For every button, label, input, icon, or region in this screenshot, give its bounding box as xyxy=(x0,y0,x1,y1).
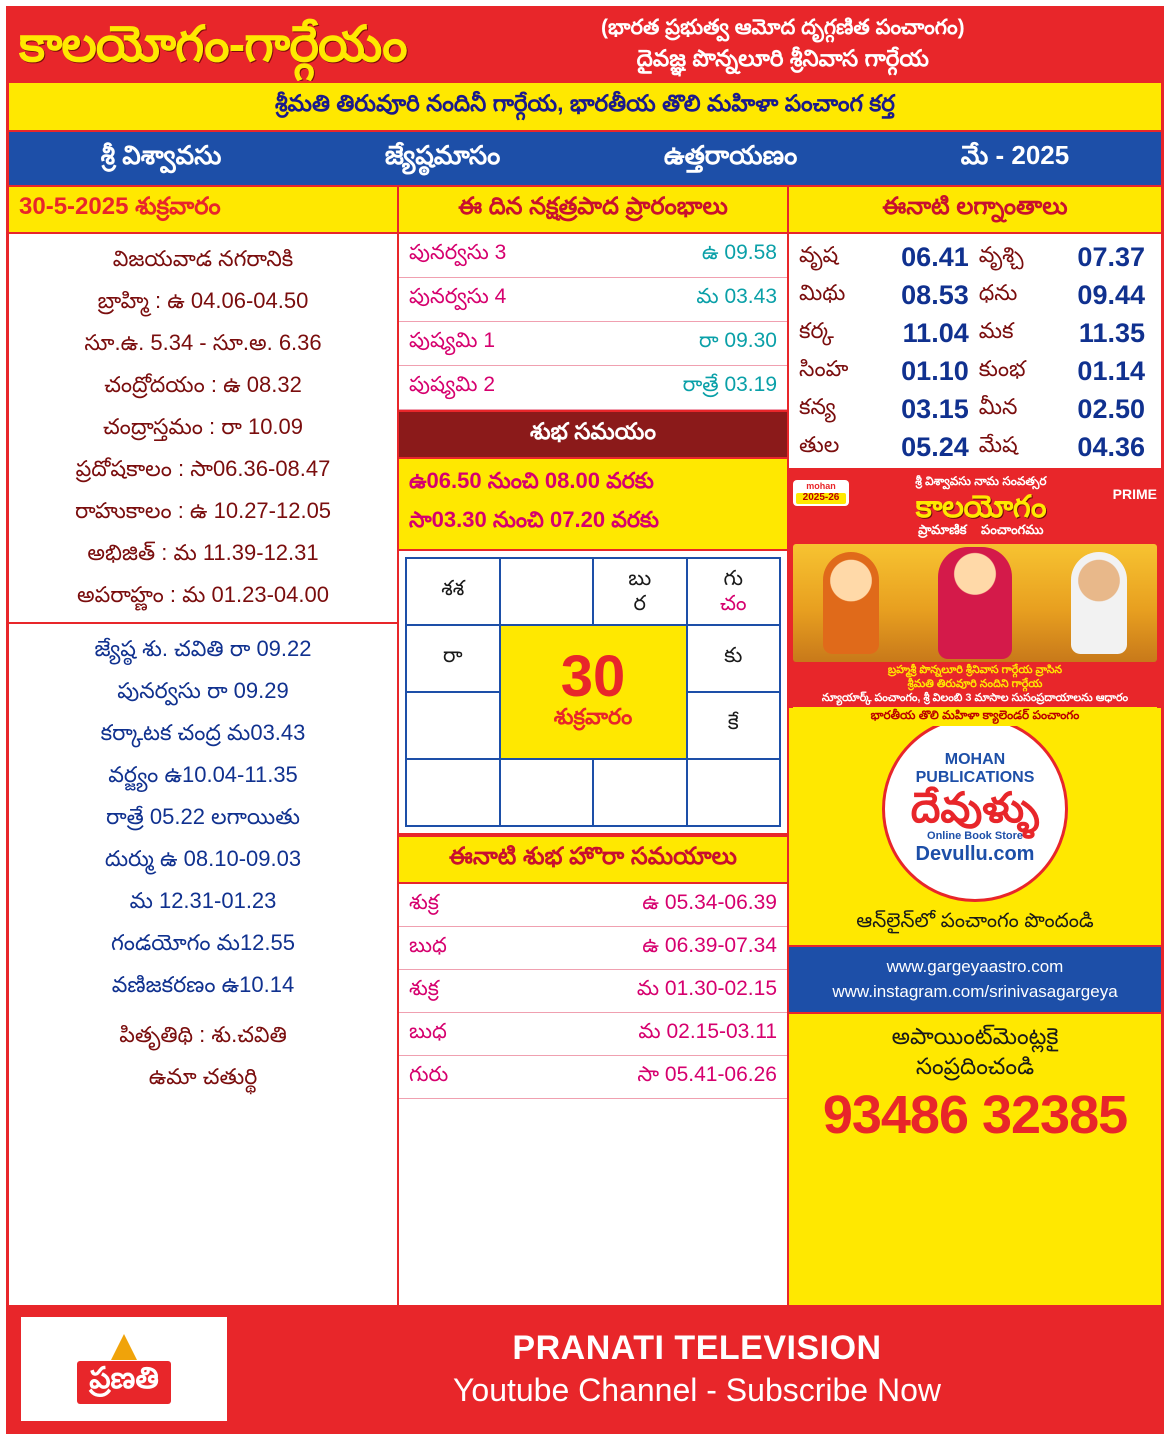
detail-row: వణిజకరణం ఉ10.14 xyxy=(111,971,295,997)
detail-row: కర్కాటక చంద్ర మ03.43 xyxy=(100,719,306,745)
ad-kalayogam-artwork xyxy=(793,544,1157,662)
hora-time: ఉ 05.34-06.39 xyxy=(504,884,787,927)
rasi-cell xyxy=(406,759,500,826)
hora-name: శుక్ర xyxy=(399,884,504,927)
lagna-name: ధను xyxy=(978,279,1018,305)
table-row xyxy=(797,276,1153,314)
ad-kalayogam-top xyxy=(793,474,1157,541)
ad-kalayogam-prime-label: PRIME xyxy=(1112,486,1157,502)
rasi-center xyxy=(500,625,687,759)
appointment-line-2: సంప్రదించండి xyxy=(915,1053,1035,1080)
link-website[interactable]: www.gargeyaastro.com xyxy=(886,957,1064,976)
hora-name: బుధ xyxy=(399,1013,504,1056)
devullu-brand: దేవుళ్ళు xyxy=(910,784,1040,832)
author-band: శ్రీమతి తిరువూరి నందినీ గార్గేయ, భారతీయ తొలి మహిళా పంచాంగ కర్త xyxy=(9,81,1161,132)
lagna-time: 08.53 xyxy=(901,279,969,310)
nakshatra-time: రా 09.30 xyxy=(595,322,787,366)
lagna-time: 07.37 xyxy=(1077,241,1145,272)
footer-subscribe-line[interactable]: Youtube Channel - Subscribe Now xyxy=(452,1372,941,1408)
ad-kalayogam-foot-1: బ్రహ్మశ్రీ పొన్నలూరి శ్రీనివాస గార్గేయ వ్రాసిన xyxy=(887,664,1063,676)
column-left xyxy=(9,187,399,1305)
rasi-row xyxy=(406,625,780,692)
nakshatra-table xyxy=(399,234,787,410)
header-subtitles xyxy=(415,15,1151,73)
link-instagram[interactable]: www.instagram.com/srinivasagargeya xyxy=(832,981,1118,1001)
lagna-time: 11.35 xyxy=(1078,317,1145,348)
rasi-chart-wrapper xyxy=(399,551,787,835)
header-subtitle-1: (భారత ప్రభుత్వ ఆమోద దృగ్గణిత పంచాంగం) xyxy=(601,16,965,39)
astrologer-portrait-illustration xyxy=(1071,552,1127,654)
hora-header: ఈనాటి శుభ హొరా సమయాలు xyxy=(399,835,787,884)
devullu-tagline: Online Book Store xyxy=(927,830,1023,843)
month-year: మే - 2025 xyxy=(960,140,1070,170)
ayanam-name: ఉత్తరాయణం xyxy=(663,140,798,170)
header-subtitle-2: దైవజ్ఞ పొన్నలూరి శ్రీనివాస గార్గేయ xyxy=(636,45,929,72)
nakshatra-header: ఈ దిన నక్షత్రపాద ప్రారంభాలు xyxy=(399,187,787,234)
ad-kalayogam-book[interactable] xyxy=(789,470,1161,723)
rasi-cell xyxy=(406,692,500,759)
saint-figure-illustration xyxy=(823,552,879,654)
nakshatra-name: పుష్యమి 2 xyxy=(399,366,595,410)
hora-name: శుక్ర xyxy=(399,970,504,1013)
hora-time: సా 05.41-06.26 xyxy=(504,1056,787,1099)
detail-row: మ 12.31-01.23 xyxy=(129,887,277,913)
lagna-name: కుంభ xyxy=(978,355,1026,381)
rasi-cell xyxy=(500,759,594,826)
detail-row: బ్రాహ్మి : ఉ 04.06-04.50 xyxy=(97,287,309,313)
page-footer xyxy=(9,1305,1161,1431)
lagna-name: మీన xyxy=(978,393,1018,419)
devullu-caption: ఆన్‌లైన్‌లో పంచాంగం పొందండి xyxy=(856,910,1094,932)
rasi-cell xyxy=(500,558,594,625)
main-content xyxy=(9,185,1161,1305)
lagna-time: 09.44 xyxy=(1077,279,1145,310)
calendar-date-number: 30 xyxy=(560,643,626,709)
mohan-badge-brand: mohan xyxy=(806,481,836,491)
lamp-icon xyxy=(111,1334,137,1360)
ad-kalayogam-subtitle xyxy=(853,522,1109,541)
lagna-table-wrapper xyxy=(789,234,1161,470)
table-row xyxy=(797,428,1153,466)
lagna-time: 06.41 xyxy=(901,241,969,272)
table-row xyxy=(399,1013,787,1056)
rasi-planet: గు xyxy=(723,567,743,591)
appointment-block xyxy=(789,1014,1161,1305)
nakshatra-time: రాత్రే 03.19 xyxy=(595,366,787,410)
devullu-publisher-line-2: PUBLICATIONS xyxy=(915,768,1035,786)
rasi-planet: బు xyxy=(628,567,652,591)
lagna-time: 01.14 xyxy=(1077,355,1145,386)
detail-row: జ్యేష్ఠ శు. చవితి రా 09.22 xyxy=(94,635,312,661)
sheet-border xyxy=(6,6,1164,1434)
detail-row: అభిజిత్ : మ 11.39-12.31 xyxy=(87,539,319,565)
table-row xyxy=(797,238,1153,276)
ad-kalayogam-title: కాలయోగం xyxy=(915,489,1047,524)
calendar-day-label: శుక్రవారం xyxy=(553,704,633,730)
pitru-tithi-line-2: ఉమా చతుర్థి xyxy=(148,1064,258,1089)
date-header: 30-5-2025 శుక్రవారం xyxy=(9,187,397,234)
hora-time: మ 02.15-03.11 xyxy=(504,1013,787,1056)
detail-row: గండయోగం మ12.55 xyxy=(110,929,296,955)
website-links-block xyxy=(789,947,1161,1014)
pitru-tithi-line-1: పితృతిథి : శు.చవితి xyxy=(119,1022,287,1047)
nakshatra-name: పునర్వసు 4 xyxy=(399,278,595,322)
rasi-cell: కు xyxy=(687,625,781,692)
footer-channel-name: PRANATI TELEVISION xyxy=(512,1329,882,1367)
lagna-table xyxy=(797,238,1153,466)
tithi-details-block xyxy=(9,624,397,1105)
lagna-name: కన్య xyxy=(799,393,836,419)
lagna-name: వృష xyxy=(799,241,839,267)
hora-table xyxy=(399,884,787,1099)
table-row xyxy=(399,970,787,1013)
detail-row: రాహుకాలం : ఉ 10.27-12.05 xyxy=(74,497,332,523)
devullu-domain: Devullu.com xyxy=(915,843,1035,866)
lagna-time: 01.10 xyxy=(901,355,969,386)
table-row xyxy=(797,314,1153,352)
city-name: విజయవాడ నగరానికి xyxy=(112,245,294,271)
rasi-cell xyxy=(687,558,781,625)
rasi-cell xyxy=(687,759,781,826)
rasi-row xyxy=(406,759,780,826)
lagna-name: మక xyxy=(978,317,1014,343)
ad-kalayogam-band: భారతీయ తొలి మహిళా క్యాలెండర్ పంచాంగం xyxy=(793,707,1157,726)
ad-kalayogam-footer xyxy=(793,664,1157,705)
detail-row: సూ.ఉ. 5.34 - సూ.అ. 6.36 xyxy=(84,329,322,355)
lagna-name: సింహ xyxy=(799,355,849,381)
rasi-cell: రా xyxy=(406,625,500,692)
rasi-planet: ర xyxy=(633,591,646,615)
table-row xyxy=(399,884,787,927)
rasi-cell xyxy=(593,558,687,625)
lagna-name: మేష xyxy=(978,431,1018,457)
column-middle xyxy=(399,187,789,1305)
detail-row: చంద్రోదయం : ఉ 08.32 xyxy=(104,371,302,397)
ad-kalayogam-foot-2: శ్రీమతి తిరువూరి నందిని గార్గేయ xyxy=(907,677,1043,690)
nakshatra-name: పుష్యమి 1 xyxy=(399,322,595,366)
lagna-name: కర్క xyxy=(799,317,834,343)
rasi-cell xyxy=(593,759,687,826)
table-row xyxy=(399,1056,787,1099)
footer-text-block xyxy=(243,1329,1151,1409)
detail-row: పునర్వసు రా 09.29 xyxy=(117,677,289,703)
deity-figure-illustration xyxy=(938,547,1012,659)
mohan-badge xyxy=(793,480,849,506)
appointment-line-1: అపాయింట్‌మెంట్లకై xyxy=(891,1023,1059,1050)
rasi-cell: కే xyxy=(687,692,781,759)
lagna-time: 05.24 xyxy=(901,431,969,462)
hora-name: బుధ xyxy=(399,927,504,970)
devullu-publisher-line-1: MOHAN xyxy=(944,750,1006,768)
samvatsara-name: శ్రీ విశ్వావసు xyxy=(100,140,222,170)
lagna-time: 03.15 xyxy=(901,393,969,424)
table-row xyxy=(399,927,787,970)
table-row xyxy=(797,390,1153,428)
city-details-block xyxy=(9,234,397,622)
table-row xyxy=(399,278,787,322)
hora-name: గురు xyxy=(399,1056,504,1099)
lagna-name: తుల xyxy=(799,431,840,457)
page-title: కాలయోగం-గార్గేయం xyxy=(19,15,407,72)
lagna-time: 02.50 xyxy=(1077,393,1145,424)
shubha-samayam-list xyxy=(399,459,787,551)
rasi-row xyxy=(406,558,780,625)
pranati-logo[interactable] xyxy=(19,1315,229,1423)
lagna-time: 11.04 xyxy=(902,317,969,348)
detail-row: వర్జ్యం ఉ10.04-11.35 xyxy=(108,761,298,787)
masam-name: జ్యేష్ఠమాసం xyxy=(384,140,501,170)
detail-row: అపరాహ్ణం : మ 01.23-04.00 xyxy=(77,581,329,607)
hora-time: మ 01.30-02.15 xyxy=(504,970,787,1013)
lagna-name: వృశ్చి xyxy=(978,241,1024,267)
detail-row: దుర్ము ఉ 08.10-09.03 xyxy=(104,845,302,871)
ad-kalayogam-sub-left: ప్రామాణిక xyxy=(918,522,967,537)
nakshatra-time: ఉ 09.58 xyxy=(595,234,787,278)
ad-kalayogam-foot-3: న్యూయార్క్ పంచాంగం, శ్రీ విలంబి 3 మాసాల సుసంప్రదాయాలను ఆధారం xyxy=(821,691,1129,704)
page-header xyxy=(9,9,1161,81)
table-row xyxy=(399,366,787,410)
ad-kalayogam-sub-right: పంచాంగము xyxy=(981,522,1044,537)
column-right xyxy=(789,187,1161,1305)
mohan-badge-year: 2025-26 xyxy=(796,493,846,504)
ad-devullu-store[interactable] xyxy=(789,708,1161,947)
table-row xyxy=(797,352,1153,390)
detail-row: రాత్రే 05.22 లగాయితు xyxy=(106,803,300,829)
rasi-planet: చం xyxy=(719,591,747,615)
lagna-header: ఈనాటి లగ్నాంతాలు xyxy=(789,187,1161,234)
nakshatra-time: మ 03.43 xyxy=(595,278,787,322)
shubha-row: ఉ06.50 నుంచి 08.00 వరకు xyxy=(409,468,654,493)
detail-row: ప్రదోషకాలం : సా06.36-08.47 xyxy=(75,455,331,481)
samvatsara-bar xyxy=(9,132,1161,185)
table-row xyxy=(399,322,787,366)
nakshatra-name: పునర్వసు 3 xyxy=(399,234,595,278)
shubha-samayam-header: శుభ సమయం xyxy=(399,410,787,459)
hora-time: ఉ 06.39-07.34 xyxy=(504,927,787,970)
ad-kalayogam-title-block xyxy=(853,474,1109,541)
table-row xyxy=(399,234,787,278)
devullu-logo xyxy=(882,716,1068,902)
lagna-time: 04.36 xyxy=(1077,431,1145,462)
ad-kalayogam-topline: శ్రీ విశ్వావసు నామ సంవత్సర xyxy=(915,474,1047,488)
rasi-chart xyxy=(405,557,781,827)
detail-row: చంద్రాస్తమం : రా 10.09 xyxy=(102,413,304,439)
lagna-name: మిథు xyxy=(799,279,846,305)
appointment-phone[interactable]: 93486 32385 xyxy=(822,1085,1128,1146)
pranati-logo-text: ప్రణతి xyxy=(77,1361,171,1404)
rasi-cell: శశ xyxy=(406,558,500,625)
shubha-row: సా03.30 నుంచి 07.20 వరకు xyxy=(409,507,659,532)
